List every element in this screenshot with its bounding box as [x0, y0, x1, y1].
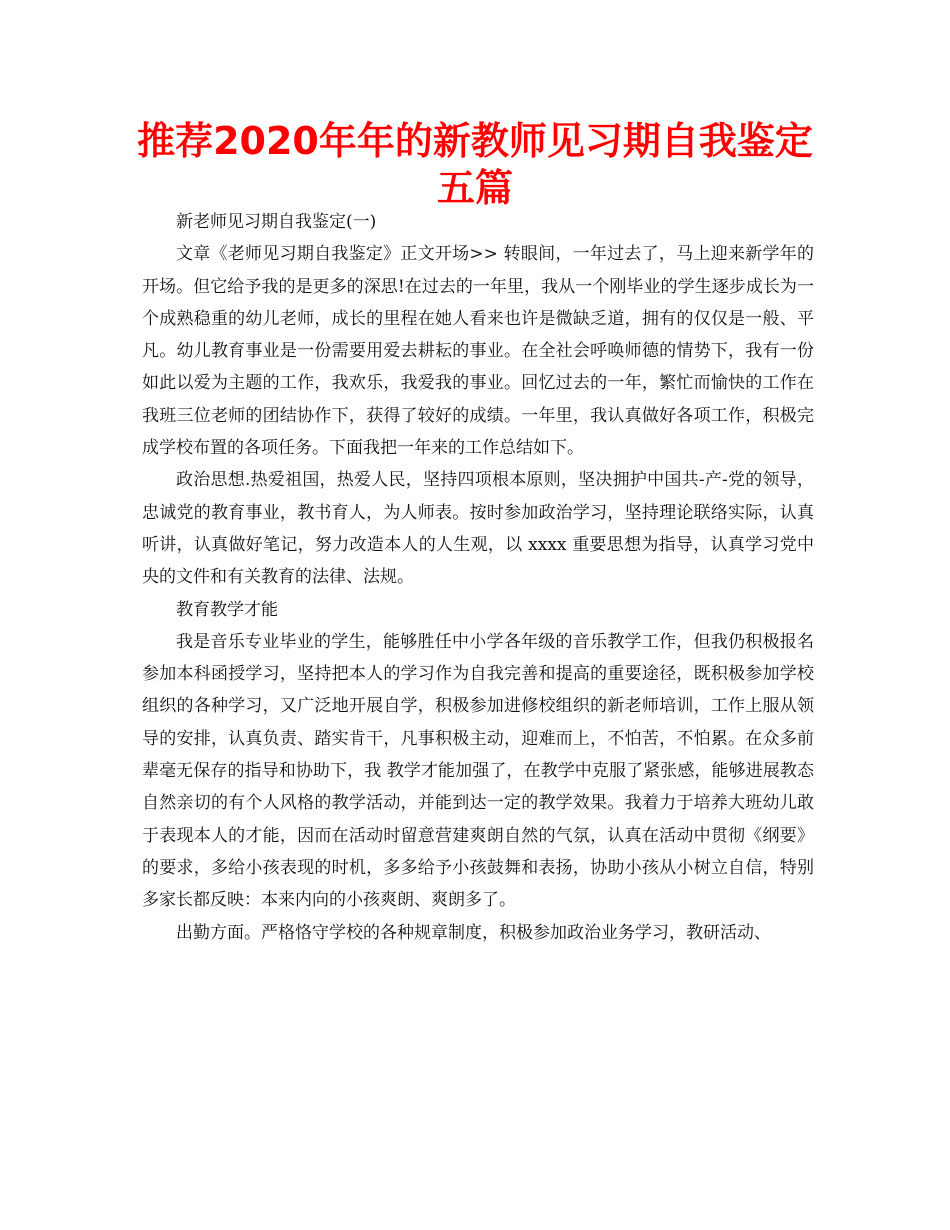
body-paragraph: 出勤方面。严格恪守学校的各种规章制度，积极参加政治业务学习，教研活动、 — [176, 922, 771, 943]
section-heading: 新老师见习期自我鉴定(一) — [176, 212, 377, 232]
section-heading: 教育教学才能 — [176, 599, 278, 620]
document-title: 推荐2020年年的新教师见习期自我鉴定五篇 — [137, 119, 813, 210]
body-paragraph: 文章《老师见习期自我鉴定》正文开场>> 转眼间，一年过去了，马上迎来新学年的开场。但它给予我的是更多的深思!在过去的一年里，我从一个刚毕业的学生逐步成长为一个成熟稳重的幼儿老师，成长的里程在她人看来也许是微缺乏道，拥有的仅仅是一般、平凡。幼儿教育事业是一份需要用爱去耕耘的事业。在全社会呼唤师德的情势下，我有一份如此以爱为主题的工作，我欢乐，我爱我的事业。回忆过去的一年，繁忙而愉快的工作在我班三位老师的团结协作下，获得了较好的成绩。一年里，我认真做好各项工作，积极完成学校布置的各项任务。下面我把一年来的工作总结如下。 — [142, 244, 814, 459]
document-body — [142, 206, 814, 949]
body-paragraph: 政治思想.热爱祖国，热爱人民，坚持四项根本原则，坚决拥护中国共-产-党的领导，忠诚党的教育事业，教书育人，为人师表。按时参加政治学习，坚持理论联络实际，认真听讲，认真做好笔记，努力改造本人的人生观，以 xxxx 重要思想为指导，认真学习党中央的文件和有关教育的法律、法规。 — [142, 470, 814, 588]
body-paragraph: 我是音乐专业毕业的学生，能够胜任中小学各年级的音乐教学工作，但我仍积极报名参加本科函授学习，坚持把本人的学习作为自我完善和提高的重要途径，既积极参加学校组织的各种学习，又广泛地开展自学，积极参加进修校组织的新老师培训，工作上服从领导的安排，认真负责、踏实肯干，凡事积极主动，迎难而上，不怕苦，不怕累。在众多前辈毫无保存的指导和协助下，我 教学才能加强了，在教学中克服了紧张感，能够进展教态自然亲切的有个人风格的教学活动，并能到达一定的教学效果。我着力于培养大班幼儿敢于表现本人的才能，因而在活动时留意营建爽朗自然的气氛，认真在活动中贯彻《纲要》的要求，多给小孩表现的时机，多多给予小孩鼓舞和表扬，协助小孩从小树立自信，特别多家长都反映：本来内向的小孩爽朗、爽朗多了。 — [142, 631, 814, 911]
